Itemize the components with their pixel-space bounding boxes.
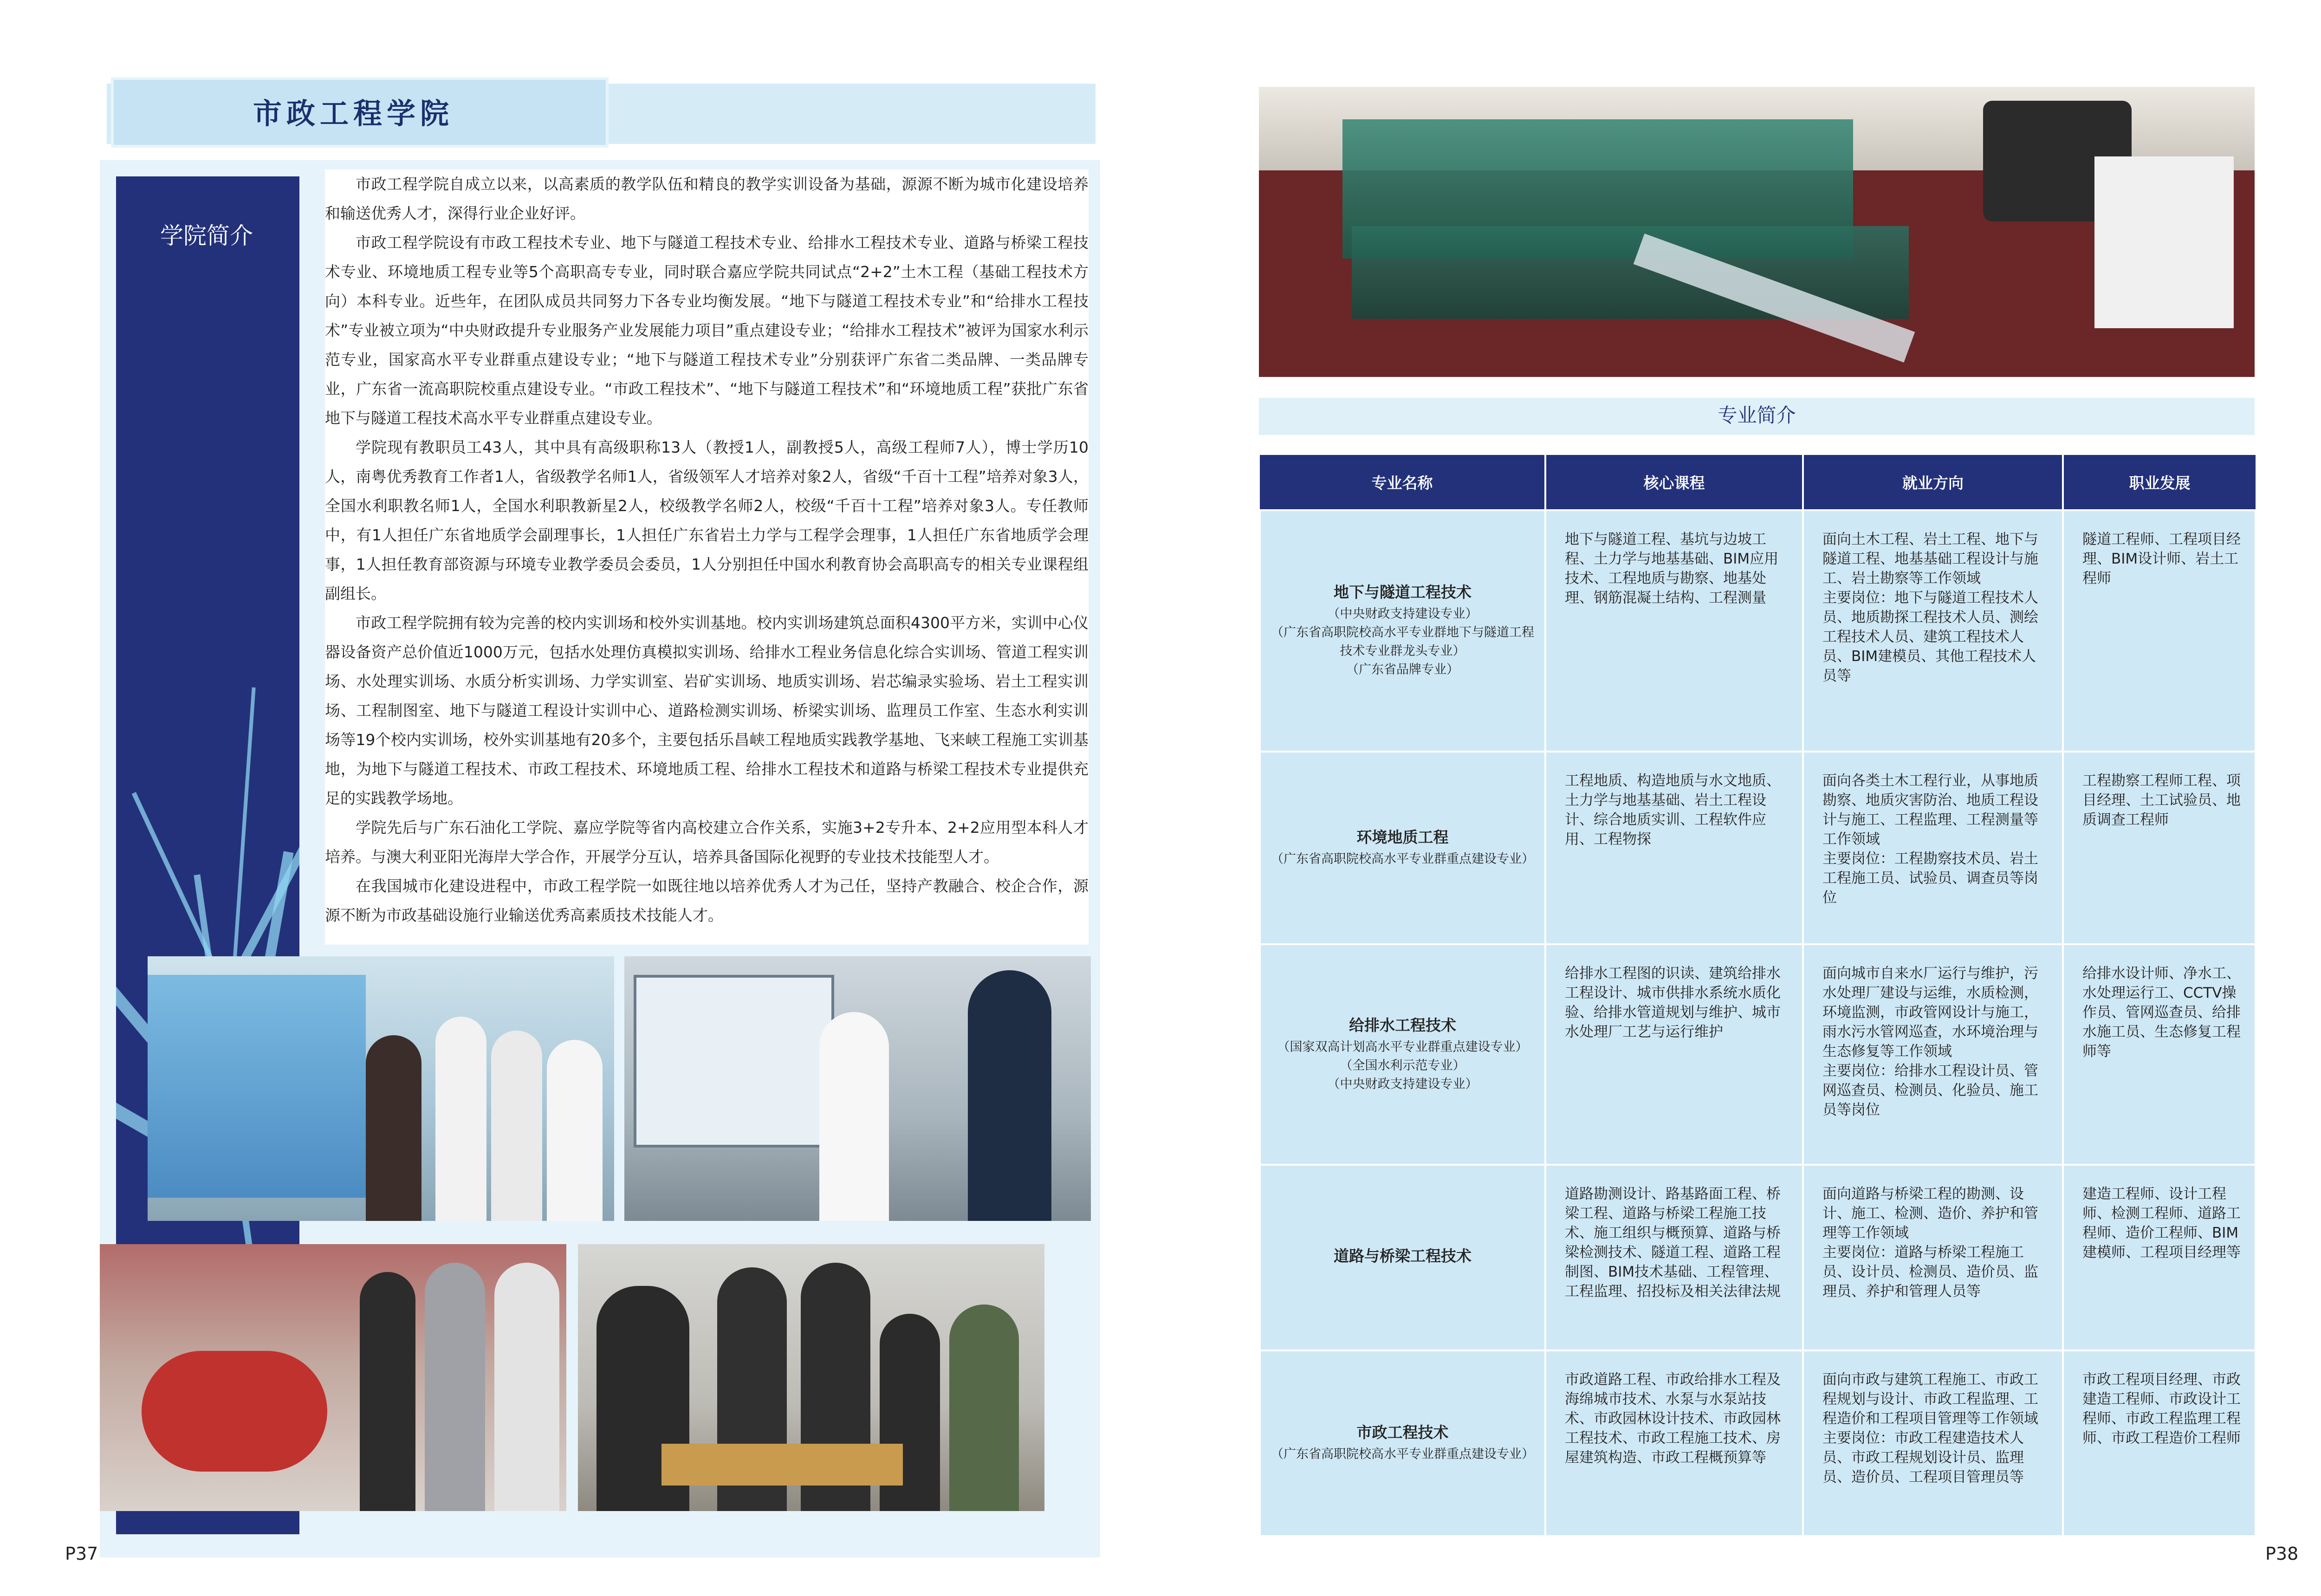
core-courses-cell: 地下与隧道工程、基坑与边坡工程、土力学与地基基础、BIM应用技术、工程地质与勘察、地基处理、钢筋混凝土结构、工程测量 — [1545, 510, 1803, 752]
employment-cell: 面向城市自来水厂运行与维护，污水处理厂建设与运维，水质检测，环境监测，市政管网设计与施工，雨水污水管网巡查，水环境治理与生态修复等工作领域 主要岗位：给排水工程设计员、管网巡查员、检测员、化验员、施工员等岗位 — [1803, 944, 2063, 1165]
career-cell: 给排水设计师、净水工、水处理运行工、CCTV操作员、管网巡查员、给排水施工员、生态修复工程师等 — [2063, 944, 2256, 1165]
student-figure — [949, 1304, 1019, 1511]
lab-photo-control-panel — [624, 956, 1091, 1221]
page-number-left: P37 — [65, 1544, 98, 1564]
tunnel-boring-machine-model — [142, 1351, 327, 1472]
career-cell: 建造工程师、设计工程师、检测工程师、道路工程师、造价工程师、BIM建模师、工程项目经理等 — [2063, 1165, 2256, 1350]
employment-cell: 面向市政与建筑工程施工、市政工程规划与设计、市政工程监理、工程造价和工程项目管理等工作领域 主要岗位：市政工程建造技术人员、市政工程规划设计员、监理员、造价员、工程项目管理员等 — [1803, 1350, 2063, 1536]
intro-paragraph: 学院先后与广东石油化工学院、嘉应学院等省内高校建立合作关系，实施3+2专升本、2+2应用型本科人才培养。与澳大利亚阳光海岸大学合作，开展学分互认，培养具备国际化视野的专业技术技能型人才。 — [325, 818, 1089, 866]
major-table — [1259, 455, 2256, 1537]
core-courses-cell: 市政道路工程、市政给排水工程及海绵城市技术、水泵与水泵站技术、市政园林设计技术、市政园林工程技术、市政工程施工技术、房屋建筑构造、市政工程概预算等 — [1545, 1350, 1803, 1536]
major-note: （国家双高计划高水平专业群重点建设专业） （全国水利示范专业） （中央财政支持建设专业） — [1277, 1039, 1528, 1091]
control-cabinet — [2094, 156, 2234, 328]
intro-paragraph: 市政工程学院拥有较为完善的校内实训场和校外实训基地。校内实训场建筑总面积4300平方米，实训中心仪器设备资产总价值近1000万元，包括水处理仿真模拟实训场、给排水工程业务信息化综合实训场、管道工程实训场、水处理实训场、水质分析实训场、力学实训室、岩矿实训场、地质实训场、岩芯编录实验场、岩土工程实训场、工程制图室、地下与隧道工程设计实训中心、道路检测实训场、桥梁实训场、监理员工作室、生态水利实训场等19个校内实训场，校外实训基地有20多个，主要包括乐昌峡工程地质实践教学基地、飞来峡工程施工实训基地，为地下与隧道工程技术、市政工程技术、环境地质工程、给排水工程技术和道路与桥梁工程技术专业提供充足的实践教学场地。 — [325, 614, 1089, 807]
panel-foot — [116, 1511, 299, 1534]
student-figure — [547, 1040, 603, 1221]
major-note: （广东省高职院校高水平专业群重点建设专业） — [1271, 851, 1534, 866]
col-header-core-courses: 核心课程 — [1545, 455, 1803, 510]
career-cell: 隧道工程师、工程项目经理、BIM设计师、岩土工程师 — [2063, 510, 2256, 752]
table-header-row — [1260, 455, 2256, 510]
lab-photo-water-treatment-hall — [1259, 87, 2255, 377]
major-name-cell — [1260, 1165, 1545, 1350]
lab-photo-material-test — [578, 1244, 1044, 1511]
water-tank-equipment — [148, 975, 366, 1198]
major-name: 给排水工程技术 — [1349, 1016, 1456, 1034]
core-courses-cell: 道路勘测设计、路基路面工程、桥梁工程、道路与桥梁工程施工技术、施工组织与概预算、道路与桥梁检测技术、隧道工程、道路工程制图、BIM技术基础、工程管理、工程监理、招投标及相关法律法规 — [1545, 1165, 1803, 1350]
employment-cell: 面向土木工程、岩土工程、地下与隧道工程、地基基础工程设计与施工、岩土勘察等工作领域 主要岗位：地下与隧道工程技术人员、地质勘探工程技术人员、测绘工程技术人员、建筑工程技术人员、BIM建模员、其他工程技术人员等 — [1803, 510, 2063, 752]
major-name-cell — [1260, 1350, 1545, 1536]
intro-side-label: 学院简介 — [160, 222, 253, 249]
table-row — [1260, 944, 2256, 1165]
student-figure — [425, 1263, 485, 1511]
test-tray — [661, 1444, 903, 1486]
career-cell: 市政工程项目经理、市政建造工程师、市政设计工程师、市政工程监理工程师、市政工程造价工程师 — [2063, 1350, 2256, 1536]
intro-text-block — [325, 169, 1089, 945]
student-figure — [435, 1017, 486, 1221]
page-number-right: P38 — [2265, 1544, 2299, 1564]
major-name: 道路与桥梁工程技术 — [1334, 1247, 1472, 1265]
career-cell: 工程勘察工程师工程、项目经理、土工试验员、地质调查工程师 — [2063, 752, 2256, 944]
col-header-employment: 就业方向 — [1803, 455, 2063, 510]
core-courses-cell: 工程地质、构造地质与水文地质、土力学与地基基础、岩土工程设计、综合地质实训、工程软件应用、工程物探 — [1545, 752, 1803, 944]
col-header-career: 职业发展 — [2063, 455, 2256, 510]
major-name: 地下与隧道工程技术 — [1334, 583, 1472, 601]
major-name-cell — [1260, 944, 1545, 1165]
major-name-cell — [1260, 752, 1545, 944]
core-courses-cell: 给排水工程图的识读、建筑给排水工程设计、城市供排水系统水质化验、给排水管道规划与维护、城市水处理厂工艺与运行维护 — [1545, 944, 1803, 1165]
table-row — [1260, 1350, 2256, 1536]
student-figure — [968, 970, 1051, 1221]
major-name-cell — [1260, 510, 1545, 752]
control-display-board — [634, 975, 834, 1148]
student-figure — [491, 1031, 542, 1221]
table-row — [1260, 752, 2256, 944]
intro-paragraph: 学院现有教职员工43人，其中具有高级职称13人（教授1人，副教授5人，高级工程师7人），博士学历10人，南粤优秀教育工作者1人，省级教学名师1人，省级领军人才培养对象2人，省级“千百十工程”培养对象3人，全国水利职教名师1人，全国水利职教新星2人，校级教学名师2人，校级“千百十工程”培养对象3人。专任教师中，有1人担任广东省地质学会副理事长，1人担任广东省岩土力学与工程学会理事，1人担任广东省地质学会理事，1人担任教育部资源与环境专业教学委员会委员，1人分别担任中国水利教育协会高职高专的相关专业课程组副组长。 — [325, 438, 1089, 603]
section-title: 专业简介 — [1718, 404, 1796, 427]
intro-paragraph: 在我国城市化建设进程中，市政工程学院一如既往地以培养优秀人才为己任，坚持产教融合、校企合作，源源不断为市政基础设施行业输送优秀高素质技术技能人才。 — [325, 877, 1089, 924]
intro-paragraph: 市政工程学院自成立以来，以高素质的教学队伍和精良的教学实训设备为基础，源源不断为城市化建设培养和输送优秀人才，深得行业企业好评。 — [325, 175, 1089, 222]
teacher-figure — [819, 1012, 889, 1221]
teacher-figure — [366, 1035, 421, 1221]
major-name: 市政工程技术 — [1356, 1423, 1449, 1441]
employment-cell: 面向道路与桥梁工程的勘测、设计、施工、检测、造价、养护和管理等工作领域 主要岗位：道路与桥梁工程施工员、设计员、检测员、造价员、监理员、养护和管理人员等 — [1803, 1165, 2063, 1350]
lab-photo-water-training — [148, 956, 614, 1221]
intro-paragraph: 市政工程学院设有市政工程技术专业、地下与隧道工程技术专业、给排水工程技术专业、道路与桥梁工程技术专业、环境地质工程专业等5个高职高专专业，同时联合嘉应学院共同试点“2+2”土木工程（基础工程技术方向）本科专业。近些年，在团队成员共同努力下各专业均衡发展。“地下与隧道工程技术专业”和“给排水工程技术”专业被立项为“中央财政提升专业服务产业发展能力项目”重点建设专业；“给排水工程技术”被评为国家水利示范专业，国家高水平专业群重点建设专业；“地下与隧道工程技术专业”分别获评广东省二类品牌、一类品牌专业，广东省一流高职院校重点建设专业。“市政工程技术”、“地下与隧道工程技术”和“环境地质工程”获批广东省地下与隧道工程技术高水平专业群重点建设专业。 — [325, 234, 1089, 427]
major-note: （中央财政支持建设专业） （广东省高职院校高水平专业群地下与隧道工程技术专业群龙头专业） （广东省品牌专业） — [1271, 607, 1534, 677]
table-row — [1260, 510, 2256, 752]
student-figure — [494, 1263, 559, 1511]
lab-photo-tunnel-model — [100, 1244, 566, 1511]
employment-cell: 面向各类土木工程行业，从事地质勘察、地质灾害防治、地质工程设计与施工、工程监理、工程测量等工作领域 主要岗位：工程勘察技术员、岩土工程施工员、试验员、调查员等岗位 — [1803, 752, 2063, 944]
student-figure — [360, 1272, 415, 1511]
major-note: （广东省高职院校高水平专业群重点建设专业） — [1271, 1447, 1534, 1461]
page-title: 市政工程学院 — [253, 97, 454, 130]
major-name: 环境地质工程 — [1356, 828, 1449, 846]
table-row — [1260, 1165, 2256, 1350]
col-header-major-name: 专业名称 — [1260, 455, 1545, 510]
